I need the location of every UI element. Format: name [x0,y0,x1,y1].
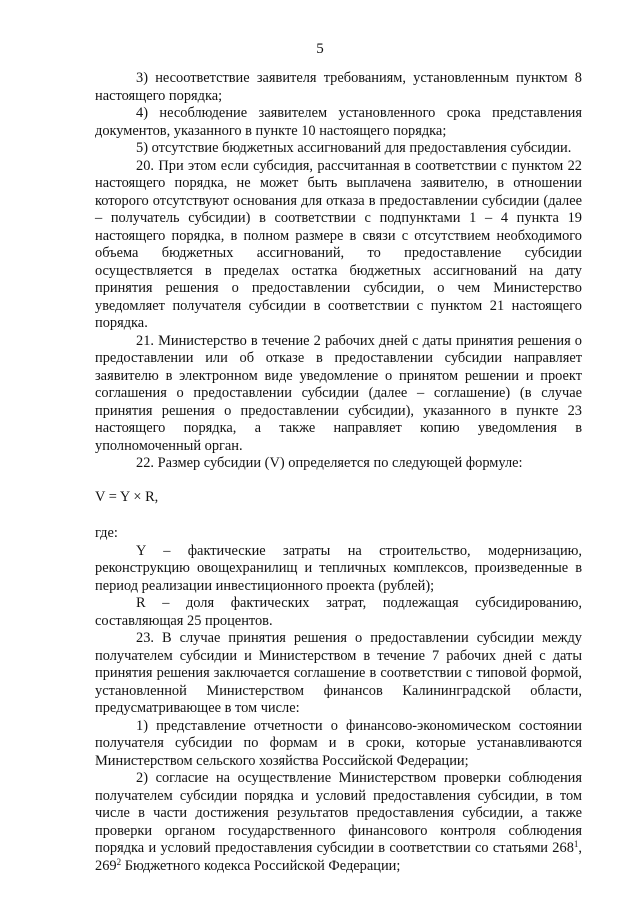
paragraph-item-4: 4) несоблюдение заявителем установленного срока представления документов, указанного в пункте 10 настоящего порядка; [95,105,582,139]
paragraph-clause-22: 22. Размер субсидии (V) определяется по следующей формуле: [136,455,523,471]
superscript-2: 2 [116,856,122,867]
subitem-2-article-separator: , 269 [95,840,582,874]
subsidy-formula: V = Y × R, [95,488,159,505]
paragraph-clause-21: 21. Министерство в течение 2 рабочих дней с даты принятия решения о предоставлении или об отказе в предоставлении субсидии направляет заявителю в электронном виде уведомление о принятом решении и проект соглашения о предоставлении субсидии (далее – соглашение) (в случае принятия решения о предоставлении субсидии), указанного в пункте 23 настоящего порядка, а также направляет копию уведомления в уполномоченный орган. [95,332,582,454]
paragraph-clause-20: 20. При этом если субсидия, рассчитанная в соответствии с пунктом 22 настоящего порядка, не может быть выплачена заявителю, в отношении которого отсутствуют основания для отказа в предоставлении субсидии (далее – получатель субсидии) в соответствии с подпунктами 1 – 4 пункта 19 настоящего порядка, в полном размере в связи с отсутствием необходимого объема бюджетных ассигнований, то предоставление субсидии осуществляется в пределах остатка бюджетных ассигнований на дату принятия решения о предоставлении субсидии, о чем Министерство уведомляет получателя субсидии в соответствии с пунктом 21 настоящего порядка. [95,157,582,331]
document-body [95,70,582,875]
subitem-2-ending: Бюджетного кодекса Российской Федерации; [121,857,401,874]
where-label: где: [95,525,118,541]
subitem-2-text: 2) согласие на осуществление Министерством проверки соблюдения получателем субсидии порядка и условий предоставления субсидии, в том числе в части достижения результатов предоставления субсидии, а также проверки органом государственного финансового контроля соблюдения порядка и условий предоставления субсидии в соответствии со статьями 268 [95,770,582,856]
paragraph-subitem-2 [95,770,582,875]
definition-y: Y – фактические затраты на строительство, модернизацию, реконструкцию овощехранилищ и тепличных комплексов, произведенные в период реализации инвестиционного проекта (рублей); [95,542,582,594]
paragraph-item-3: 3) несоответствие заявителя требованиям, установленным пунктом 8 настоящего порядка; [95,70,582,104]
paragraph-clause-23: 23. В случае принятия решения о предоставлении субсидии между получателем субсидии и Министерством в течение 7 рабочих дней с даты принятия решения заключается соглашение в соответствии с типовой формой, установленной Министерством финансов Калининградской области, предусматривающее в том числе: [95,630,582,716]
definition-r: R – доля фактических затрат, подлежащая субсидированию, составляющая 25 процентов. [95,595,582,629]
paragraph-subitem-1: 1) представление отчетности о финансово-экономическом состоянии получателя субсидии по формам и в сроки, которые устанавливаются Министерством сельского хозяйства Российской Федерации; [95,717,582,769]
page-number: 5 [316,41,324,57]
superscript-1: 1 [573,839,579,849]
paragraph-item-5: 5) отсутствие бюджетных ассигнований для предоставления субсидии. [136,140,572,156]
